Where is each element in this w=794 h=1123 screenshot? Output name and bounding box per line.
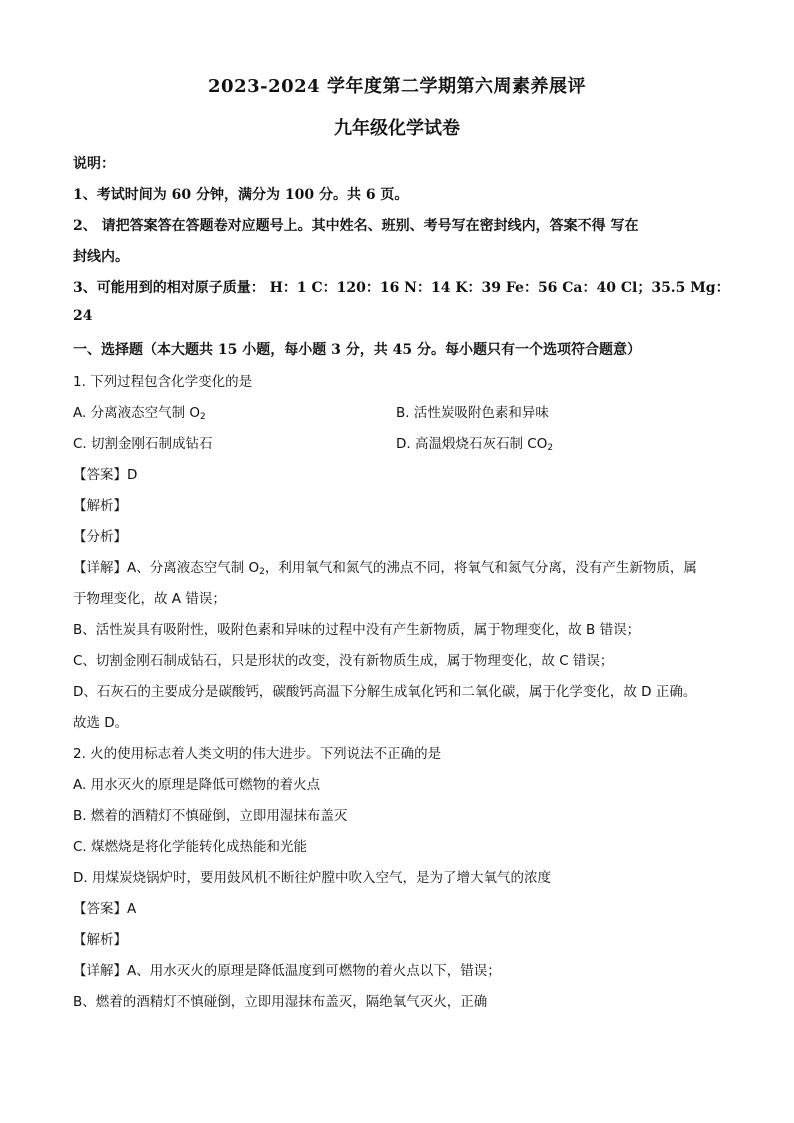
q1-detail-a-cont: 于物理变化，故 A 错误；: [73, 591, 226, 607]
exam-title: 2023-2024 学年度第二学期第六周素养展评: [208, 76, 586, 97]
q1-detail-d: D、石灰石的主要成分是碳酸钙，碳酸钙高温下分解生成氧化钙和二氧化碳，属于化学变化，故 D 正确。: [73, 684, 697, 700]
q1-analysis-tag: 【解析】: [73, 498, 127, 514]
note-item-2-cont: 封线内。: [73, 249, 129, 265]
q1-stem: 1. 下列过程包含化学变化的是: [73, 374, 253, 390]
notes-heading: 说明：: [73, 156, 115, 172]
note-item-1: 1、考试时间为 60 分钟，满分为 100 分。共 6 页。: [73, 187, 409, 203]
note-item-3: 3、可能用到的相对原子质量： H：1 C：120：16 N：14 K：39 Fe：56 Ca：40 Cl；35.5 Mg：: [73, 280, 730, 296]
q2-option-d: D. 用煤炭烧锅炉时，要用鼓风机不断往炉膛中吹入空气，是为了增大氧气的浓度: [73, 870, 551, 886]
q2-detail-a: 【详解】A、用水灭火的原理是降低温度到可燃物的着火点以下，错误；: [73, 963, 501, 979]
q2-stem: 2. 火的使用标志着人类文明的伟大进步。下列说法不正确的是: [73, 746, 442, 762]
note-item-3-cont: 24: [73, 308, 93, 324]
section-heading: 一、选择题（本大题共 15 小题，每小题 3 分，共 45 分。每小题只有一个选项符合题意）: [73, 342, 641, 358]
q2-option-a: A. 用水灭火的原理是降低可燃物的着火点: [73, 777, 321, 793]
q1-option-a: A. 分离液态空气制 $O_2$: [73, 405, 206, 422]
q1-option-d: D. 高温煅烧石灰石制 $CO_2$: [396, 436, 554, 453]
q1-option-c: C. 切割金刚石制成钻石: [73, 436, 213, 452]
note-item-2: 2、 请把答案答在答题卷对应题号上。其中姓名、班别、考号写在密封线内，答案不得 写在: [73, 218, 639, 234]
q2-analysis-tag: 【解析】: [73, 932, 127, 948]
q2-detail-b: B、燃着的酒精灯不慎碰倒，立即用湿抹布盖灭，隔绝氧气灭火，正确: [73, 994, 488, 1010]
q2-answer: 【答案】A: [73, 901, 137, 917]
q1-detail-b: B、活性炭具有吸附性，吸附色素和异味的过程中没有产生新物质，属于物理变化，故 B 错误；: [73, 622, 641, 638]
exam-subtitle: 九年级化学试卷: [334, 118, 460, 139]
q1-conclusion: 故选 D。: [73, 715, 129, 731]
q1-answer: 【答案】D: [73, 467, 138, 483]
q2-option-b: B. 燃着的酒精灯不慎碰倒，立即用湿抹布盖灭: [73, 808, 348, 824]
q1-fenxi-tag: 【分析】: [73, 529, 127, 545]
q1-detail-c: C、切割金刚石制成钻石，只是形状的改变，没有新物质生成，属于物理变化，故 C 错误；: [73, 653, 614, 669]
q2-option-c: C. 煤燃烧是将化学能转化成热能和光能: [73, 839, 308, 855]
q1-detail-a: 【详解】A、分离液态空气制 $O_2$，利用氧气和氮气的沸点不同，将氧气和氮气分离，没有产生新物质，属: [73, 560, 697, 577]
q1-option-b: B. 活性炭吸附色素和异味: [396, 405, 549, 421]
